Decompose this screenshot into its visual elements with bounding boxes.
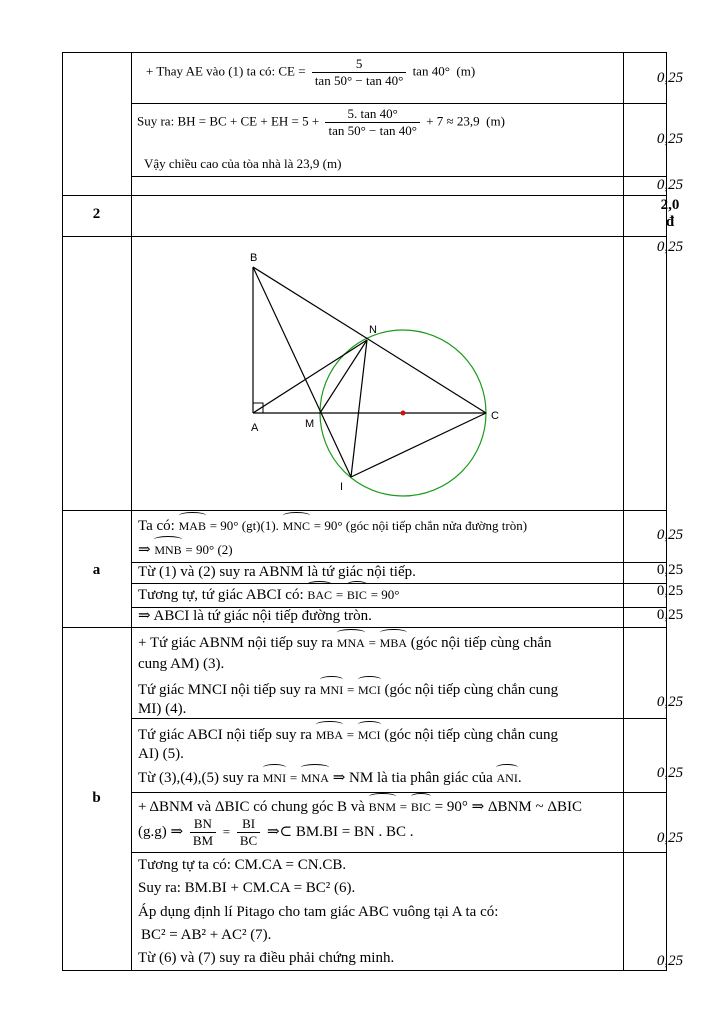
ce-fraction (312, 56, 407, 89)
ratio1-num: BN (190, 816, 216, 833)
angle-bic: BIC (347, 585, 367, 606)
geometry-figure (200, 245, 600, 505)
b-p5-text: + ΔBNM và ΔBIC có chung góc B và (138, 799, 365, 815)
angle-mab: MAB (179, 516, 206, 537)
angle-mnb: MNB (154, 540, 181, 561)
score-empty-row: 0,25 (656, 177, 684, 193)
label-m: M (305, 418, 315, 430)
angle-ani: ANI (496, 768, 517, 789)
b-p1-eq: = (368, 635, 376, 650)
bh-suffix: + 7 ≈ 23,9 (426, 113, 480, 129)
a-text-abci: Tương tự, tứ giác ABCI có: (138, 587, 304, 603)
ce-unit: (m) (456, 63, 476, 79)
b-p3-line1 (138, 724, 558, 746)
a-text-gt: = 90° (gt)(1). (209, 518, 279, 533)
b-p10: BC² = AB² + AC² (7). (141, 927, 272, 943)
score-ce: 0,25 (656, 70, 684, 86)
angle-mna-2: MNA (301, 768, 329, 789)
angle-mna: MNA (337, 633, 365, 654)
section-2-score-unit: đ (665, 214, 675, 230)
score-b4: 0,25 (656, 953, 684, 969)
ratio-bi-bc (237, 816, 260, 849)
score-b2: 0,25 (656, 765, 684, 781)
a-implies: ⇒ (138, 542, 151, 558)
b-p4-eq: = (289, 770, 298, 785)
score-figure: 0,25 (656, 239, 684, 255)
a-eq: = (335, 587, 344, 602)
ratio2-num: BI (237, 816, 260, 833)
part-b-label: b (92, 790, 101, 806)
b-p2-reason: (góc nội tiếp cùng chắn cung (384, 682, 559, 698)
label-i: I (340, 481, 344, 493)
label-c: C (491, 410, 499, 422)
score-a3: 0,25 (656, 583, 684, 599)
b-p4-dot: . (517, 770, 522, 786)
ce-formula (146, 56, 475, 89)
b-p3-line2: AI) (5). (138, 746, 184, 762)
b-p5-similar: = 90° ⇒ ΔBNM ~ ΔBIC (434, 799, 582, 815)
part-a-line3: Từ (1) và (2) suy ra ABNM là tứ giác nội tiếp. (138, 564, 416, 580)
bh-numerator: 5. tan 40° (325, 106, 420, 123)
b-p3-eq: = (346, 727, 355, 742)
a-text-90: = 90° (370, 587, 400, 602)
b-p4-text: Từ (3),(4),(5) suy ra (138, 770, 260, 786)
section-2-score-value: 2,0 (660, 197, 680, 213)
b-p2-line2: MI) (4). (138, 701, 187, 717)
score-bh: 0,25 (656, 131, 684, 147)
ce-numerator: 5 (312, 56, 407, 73)
section-2-score (624, 197, 716, 231)
ratio-bn-bm (190, 816, 216, 849)
score-b1: 0,25 (656, 694, 684, 710)
part-a-line5: ⇒ ABCI là tứ giác nội tiếp đường tròn. (138, 608, 372, 624)
ratio2-den: BC (239, 833, 258, 848)
b-p2-eq: = (346, 682, 355, 697)
bh-prefix: Suy ra: BH = BC + CE + EH = 5 + (137, 113, 320, 129)
b-p6-product: ⇒⊂ BM.BI = BN . BC . (266, 823, 414, 840)
angle-mci-2: MCI (358, 725, 381, 746)
b-p6-eq: = (222, 823, 231, 839)
part-a-line4 (138, 584, 399, 606)
angle-bic-2: BIC (411, 797, 431, 818)
label-b: B (250, 252, 258, 264)
b-p7: Tương tự ta có: CM.CA = CN.CB. (138, 857, 347, 873)
b-p1-line2: cung AM) (3). (138, 656, 225, 672)
score-a4: 0,25 (656, 607, 684, 623)
bh-denominator: tan 50° − tan 40° (328, 123, 417, 138)
angle-bac: BAC (307, 585, 332, 606)
label-n: N (369, 324, 377, 336)
b-p1-reason: (góc nội tiếp cùng chắn (410, 635, 552, 651)
ce-prefix: + Thay AE vào (1) ta có: CE = (146, 63, 306, 79)
b-p1-text: + Tứ giác ABNM nội tiếp suy ra (138, 635, 334, 651)
angle-mci: MCI (358, 680, 381, 701)
part-a-line2 (138, 539, 233, 561)
a-text-taco: Ta có: (138, 518, 175, 534)
label-a: A (251, 422, 259, 434)
circle-center (401, 411, 406, 416)
angle-mnc: MNC (283, 516, 310, 537)
bh-formula (137, 106, 505, 139)
b-p4-bisector: ⇒ NM là tia phân giác của (332, 770, 493, 786)
b-p6-gg: (g.g) ⇒ (138, 823, 184, 840)
b-p3-reason: (góc nội tiếp cùng chắn cung (384, 727, 558, 743)
b-p5-eq: = (399, 799, 408, 814)
score-a1: 0,25 (656, 527, 684, 543)
b-p2-line1 (138, 679, 558, 701)
score-a2: 0,25 (656, 562, 684, 578)
segment-bi (253, 267, 351, 477)
a-text-2: = 90° (2) (185, 542, 233, 557)
b-p9: Áp dụng định lí Pitago cho tam giác ABC vuông tại A ta có: (138, 904, 499, 920)
b-p1-line1 (138, 632, 552, 654)
b-p2-text: Tứ giác MNCI nội tiếp suy ra (138, 682, 317, 698)
part-a-line1 (138, 515, 527, 537)
angle-bnm: BNM (369, 797, 396, 818)
ce-suffix: tan 40° (412, 63, 450, 79)
b-p4-line (138, 767, 522, 789)
b-p11: Từ (6) và (7) suy ra điều phải chứng minh. (138, 950, 395, 966)
bh-unit: (m) (486, 113, 505, 129)
b-p5-line (138, 796, 582, 818)
b-p8: Suy ra: BM.BI + CM.CA = BC² (6). (138, 880, 356, 896)
bh-fraction (325, 106, 420, 139)
part-a-label: a (92, 562, 101, 578)
angle-mni: MNI (320, 680, 343, 701)
b-p6-line (138, 816, 414, 849)
angle-mba: MBA (380, 633, 407, 654)
score-b3: 0,25 (656, 830, 684, 846)
section-2-label: 2 (92, 206, 101, 222)
b-p3-text: Tứ giác ABCI nội tiếp suy ra (138, 727, 312, 743)
angle-mni-2: MNI (263, 768, 286, 789)
a-text-semicircle: = 90° (góc nội tiếp chắn nửa đường tròn) (313, 518, 528, 533)
angle-mba-2: MBA (316, 725, 343, 746)
segment-an (253, 340, 367, 413)
ratio1-den: BM (192, 833, 214, 848)
ce-denominator: tan 50° − tan 40° (314, 73, 404, 88)
height-conclusion: Vậy chiều cao của tòa nhà là 23,9 (m) (144, 156, 342, 171)
